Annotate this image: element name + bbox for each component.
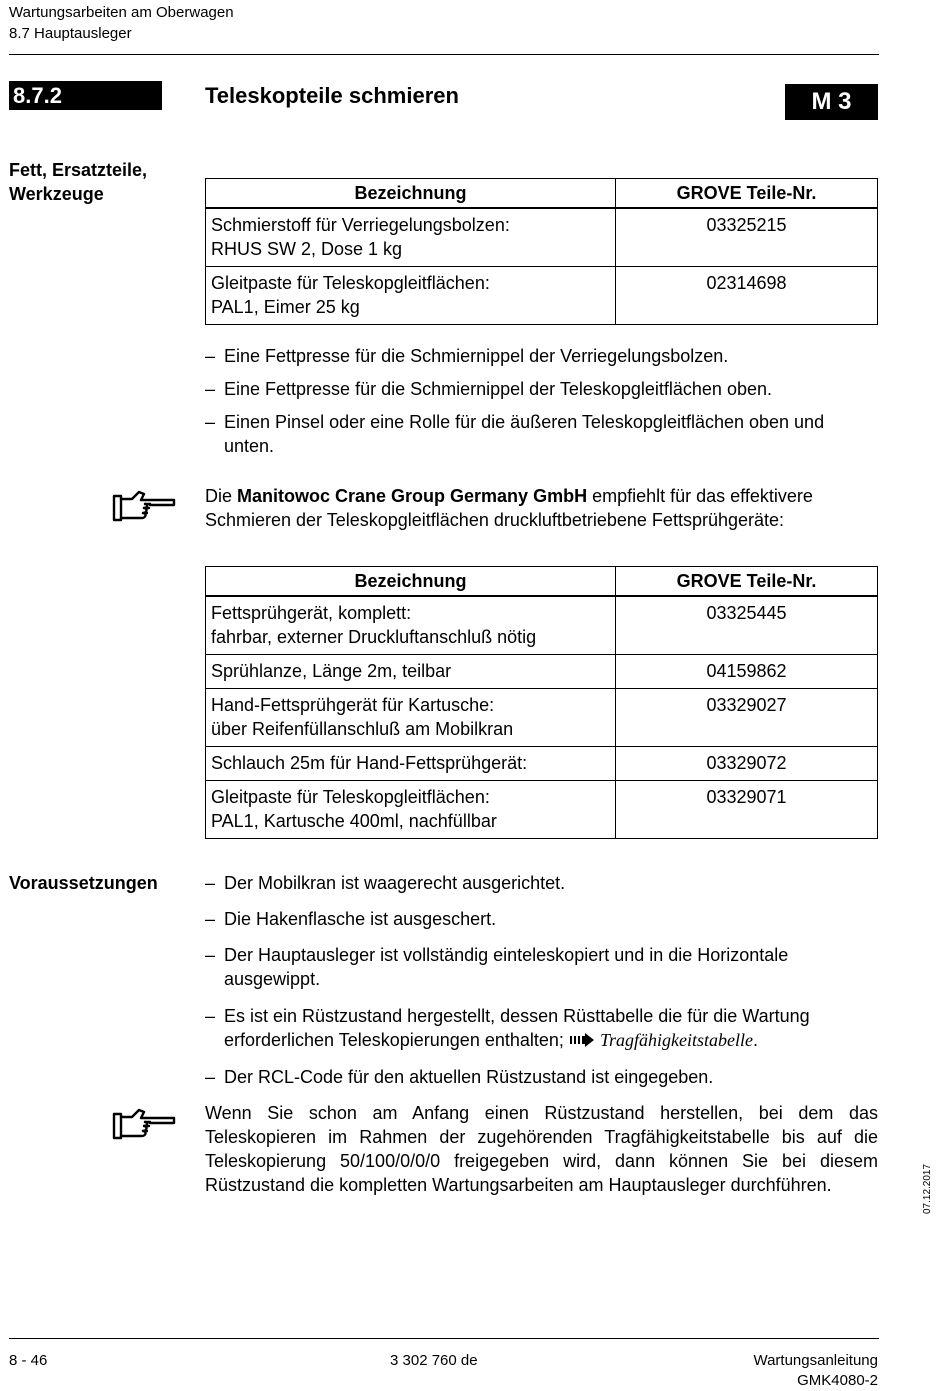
table-cell-part: 03329072 (616, 747, 878, 781)
prereq-item: – Der RCL-Code für den aktuellen Rüstzustand ist eingegeben. (205, 1067, 714, 1087)
grease-label-line2: Werkzeuge (9, 184, 104, 204)
header-section: 8.7 Hauptausleger (9, 25, 132, 42)
prereq-item: – Es ist ein Rüstzustand hergestellt, dessen Rüsttabelle die für die Wartung erforderlichen Teleskopierungen enthalten; Tragfähigkeitstabelle. (205, 1006, 810, 1050)
footer-rule (9, 1338, 879, 1339)
header-rule (9, 54, 879, 55)
note-recommendation: Die Manitowoc Crane Group Germany GmbH empfiehlt für das effektivere Schmieren der Teleskopgleitflächen druckluftbetriebene Fettsprühgeräte: (205, 486, 813, 530)
table-cell-name: Sprühlanze, Länge 2m, teilbar (206, 655, 616, 689)
table-cell-part: 02314698 (616, 267, 878, 325)
grease-col-part: GROVE Teile-Nr. (616, 179, 878, 209)
table-row (206, 747, 878, 781)
side-date: 07.12.2017 (922, 1163, 933, 1214)
table-row (206, 208, 878, 267)
table-cell-name: Hand-Fettsprühgerät für Kartusche: über Reifenfüllanschluß am Mobilkran (206, 689, 616, 747)
table-cell-part: 03329027 (616, 689, 878, 747)
table-cell-name: Fettsprühgerät, komplett: fahrbar, externer Druckluftanschluß nötig (206, 596, 616, 655)
table-cell-name: Gleitpaste für Teleskopgleitflächen: PAL1, Eimer 25 kg (206, 267, 616, 325)
table-cell-part: 03329071 (616, 781, 878, 839)
sprayer-col-name: Bezeichnung (206, 567, 616, 597)
note-setup-hint: Wenn Sie schon am Anfang einen Rüstzustand herstellen, bei dem das Teleskopieren im Rahmen der zugehörenden Tragfähigkeitstabelle bis auf die Teleskopierung 50/100/0/0/0 freigegeben wird, dann können Sie bei diesem Rüstzustand die kompletten Wartungsarbeiten am Hauptausleger durchführen. (205, 1103, 878, 1195)
table-cell-name: Schlauch 25m für Hand-Fettsprühgerät: (206, 747, 616, 781)
table-row (206, 781, 878, 839)
table-cell-part: 03325215 (616, 208, 878, 267)
manual-model: GMK4080-2 (797, 1372, 878, 1389)
pointing-hand-icon (112, 488, 178, 524)
table-row (206, 596, 878, 655)
grease-side-label (9, 158, 147, 206)
sprayer-col-part: GROVE Teile-Nr. (616, 567, 878, 597)
table-cell-part: 03325445 (616, 596, 878, 655)
pointing-hand-icon (112, 1106, 178, 1142)
grease-table (205, 178, 878, 325)
table-row (206, 655, 878, 689)
tool-item: – Eine Fettpresse für die Schmiernippel der Teleskopgleitflächen oben. (205, 379, 772, 399)
prereq-item: – Der Mobilkran ist waagerecht ausgerichtet. (205, 873, 566, 893)
grease-col-name: Bezeichnung (206, 179, 616, 209)
table-cell-part: 04159862 (616, 655, 878, 689)
document-number: 3 302 760 de (390, 1352, 478, 1369)
prereq-label: Voraussetzungen (9, 873, 158, 893)
page-number: 8 - 46 (9, 1352, 48, 1369)
prereq-item: – Die Hakenflasche ist ausgeschert. (205, 909, 497, 929)
manual-title-line1: Wartungsanleitung (753, 1352, 878, 1369)
grease-label-line1: Fett, Ersatzteile, (9, 160, 148, 180)
tool-item: – Einen Pinsel oder eine Rolle für die äußeren Teleskopgleitflächen oben und unten. (205, 412, 825, 456)
company-name: Manitowoc Crane Group Germany GmbH (237, 486, 588, 506)
manual-title (753, 1351, 878, 1391)
reference-arrow-icon (569, 1032, 595, 1048)
table-cell-name: Gleitpaste für Teleskopgleitflächen: PAL1, Kartusche 400ml, nachfüllbar (206, 781, 616, 839)
section-title: Teleskopteile schmieren (205, 83, 459, 108)
prereq-item: – Der Hauptausleger ist vollständig einteleskopiert und in die Horizontale ausgewippt. (205, 945, 789, 989)
table-row (206, 689, 878, 747)
maintenance-badge: M 3 (785, 84, 878, 120)
section-number: 8.7.2 (9, 81, 162, 110)
table-row (206, 267, 878, 325)
sprayer-table (205, 566, 878, 839)
header-chapter: Wartungsarbeiten am Oberwagen (9, 4, 234, 21)
reference-link[interactable]: Tragfähigkeitstabelle (599, 1030, 753, 1050)
table-cell-name: Schmierstoff für Verriegelungsbolzen: RHUS SW 2, Dose 1 kg (206, 208, 616, 267)
tool-item: – Eine Fettpresse für die Schmiernippel der Verriegelungsbolzen. (205, 346, 729, 366)
